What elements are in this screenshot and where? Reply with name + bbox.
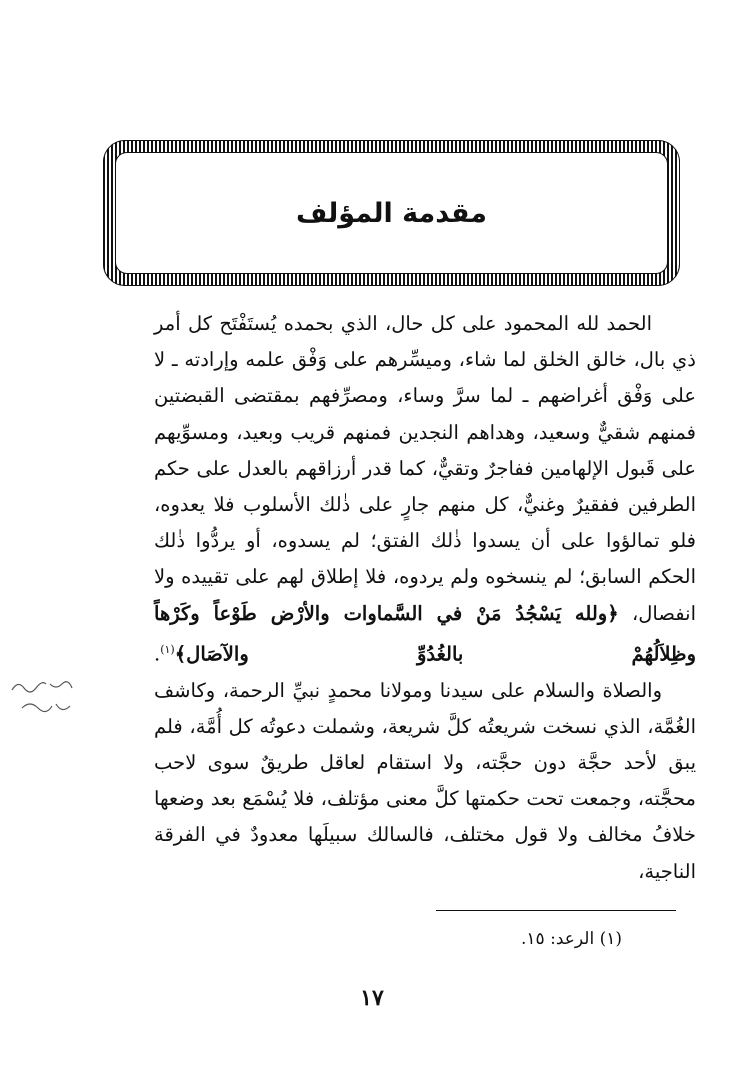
page-number: ١٧ xyxy=(360,985,384,1011)
chapter-title: مقدمة المؤلف xyxy=(296,197,487,229)
paragraph-1-text: الحمد لله المحمود على كل حال، الذي بحمده يُستَفْتَح كل أمر ذي بال، خالق الخلق لما شاء، وميسِّرهم على وَفْق علمه وإرادته ـ لا على وَفْق أغراضهم ـ لما سرَّ وساء، ومصرِّفهم بمقتضى القبضتين فمنهم شقيٌّ وسعيد، وهداهم النجدين فمنهم قريب وبعيد، ومسوِّيهم على قَبول الإلهامين ففاجرٌ وتقيٌّ، كما قدر أرزاقهم بالعدل على حكم الطرفين ففقيرٌ وغنيٌّ، كل منهم جارٍ على ذٰلك الأسلوب فلا يعدوه، فلو تمالؤوا على أن يسدوا ذٰلك الفتق؛ لم يسدوه، أو يردُّوا ذٰلك الحكم السابق؛ لم ينسخوه ولم يردوه، فلا إطلاق لهم على تقييده ولا انفصال، xyxy=(154,312,696,625)
footnote-marker: (١) xyxy=(160,642,175,656)
paragraph-2-text: والصلاة والسلام على سيدنا ومولانا محمدٍ نبيِّ الرحمة، وكاشف الغُمَّة، الذي نسخت شريعتُه كلَّ شريعة، وشملت دعوتُه كل أُمَّة، فلم يبق لأحد حجَّة دون حجَّته، ولا استقام لعاقل طريقٌ سوى لاحب محجَّته، وجمعت تحت حكمتها كلَّ معنى مؤتلف، فلا يُسْمَع بعد وضعها خلافُ مخالف ولا قول مختلف، فالسالك سبيلَها معدودٌ في الفرقة الناجية، xyxy=(154,678,696,883)
footnote: (١) الرعد: ١٥. xyxy=(521,929,622,949)
paragraph-2 xyxy=(154,673,696,890)
title-ornamental-frame xyxy=(103,140,680,286)
body-text xyxy=(154,306,696,890)
title-frame-inner xyxy=(115,152,668,274)
footnote-separator xyxy=(436,910,676,911)
paragraph-1: الحمد لله المحمود على كل حال، الذي بحمده يُستَفْتَح كل أمر ذي بال، خالق الخلق لما شاء، وميسِّرهم على وَفْق علمه وإرادته ـ لا على وَفْق أغراضهم ـ لما سرَّ وساء، ومصرِّفهم بمقتضى القبضتين فمنهم شقيٌّ وسعيد، وهداهم النجدين فمنهم قريب وبعيد، ومسوِّيهم على قَبول الإلهامين ففاجرٌ وتقيٌّ، كما قدر أرزاقهم بالعدل على حكم الطرفين ففقيرٌ وغنيٌّ، كل منهم جارٍ على ذٰلك الأسلوب فلا يعدوه، فلو تمالؤوا على أن يسدوا ذٰلك الفتق؛ لم يسدوه، أو يردُّوا ذٰلك الحكم السابق؛ لم ينسخوه ولم يردوه، فلا إطلاق لهم على تقييده ولا انفصال، ﴿ولله يَسْجُدُ مَنْ في السَّماوات والأرْض طَوْعاً وكَرْهاً وظِلاَلُهُمْ بالغُدُوِّ والآصَال﴾$^{(١)}$. xyxy=(154,312,696,666)
quran-quote: ﴿ولله يَسْجُدُ مَنْ في السَّماوات والأرْض طَوْعاً وكَرْهاً وظِلاَلُهُمْ بالغُدُوِّ والآصَال﴾ xyxy=(154,601,696,666)
handwritten-margin-note xyxy=(4,668,84,738)
